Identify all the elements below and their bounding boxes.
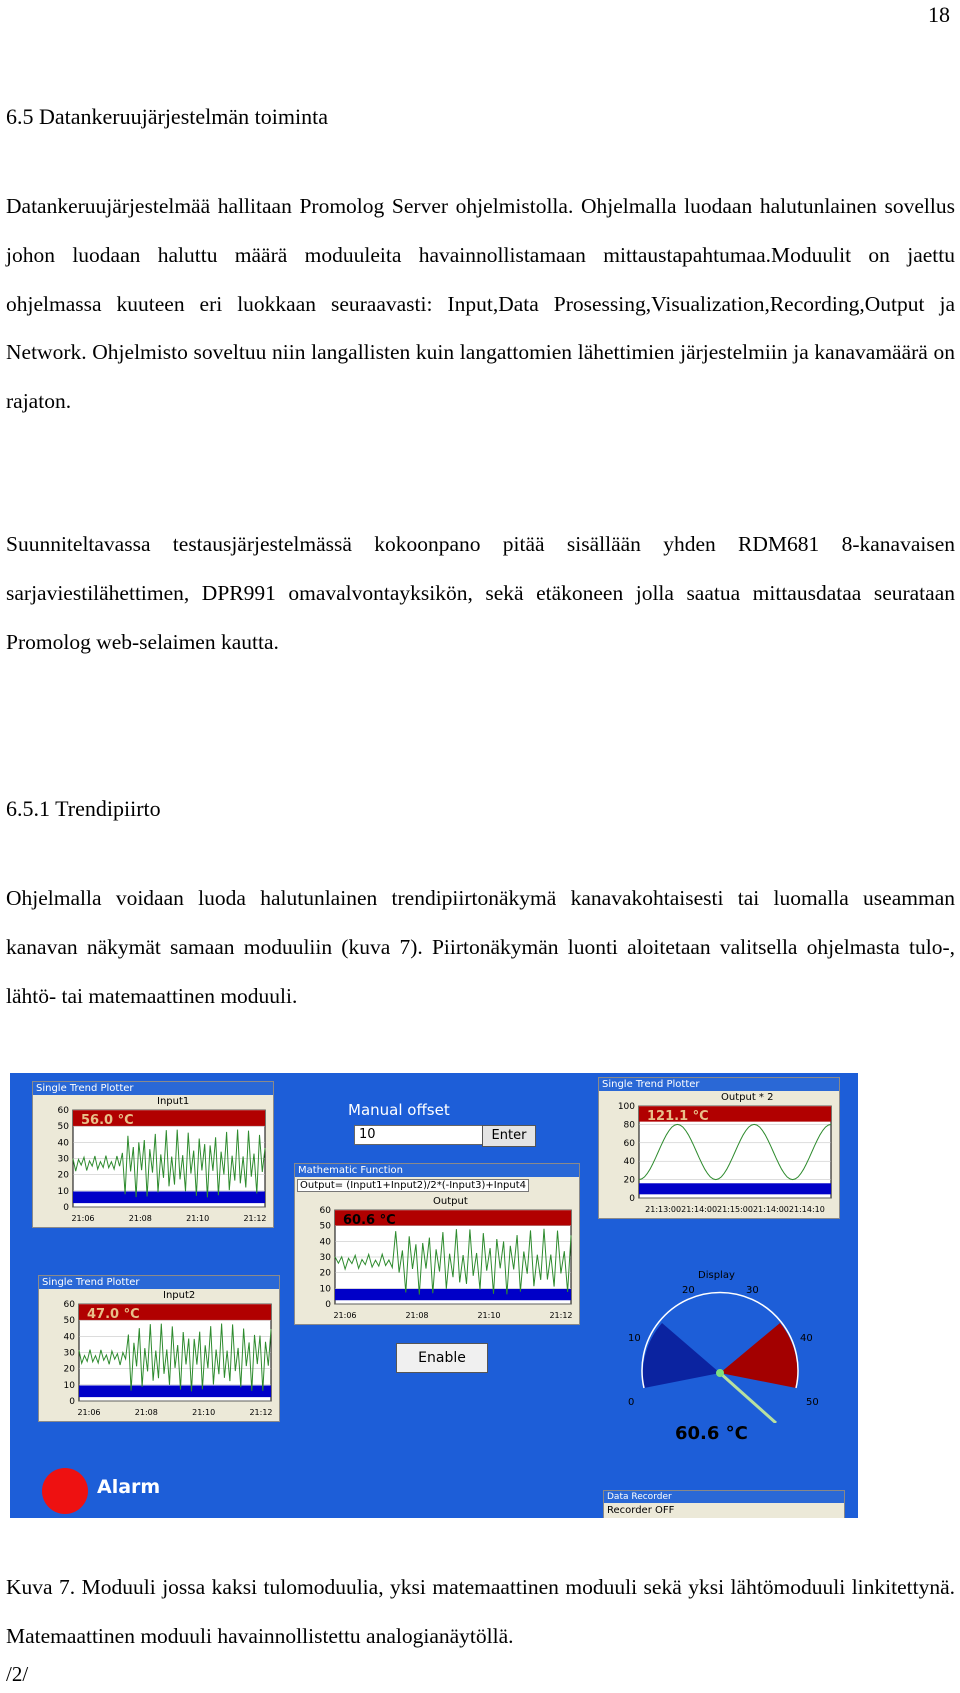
plot-y-tick-label: 20 <box>623 1175 635 1186</box>
gauge-value: 60.6 °C <box>675 1423 748 1444</box>
plot-y-tick-label: 50 <box>319 1221 331 1232</box>
plot-x-tick-label: 21:10 <box>477 1311 501 1320</box>
plot-y-tick-label: 20 <box>319 1268 331 1279</box>
alarm-indicator-icon <box>42 1468 88 1514</box>
manual-offset-label: Manual offset <box>348 1101 450 1119</box>
gauge-blue-sector <box>643 1323 720 1388</box>
plot-y-tick-label: 40 <box>623 1157 635 1168</box>
plot-y-tick-label: 40 <box>57 1138 69 1149</box>
page-number: 18 <box>928 2 950 27</box>
subsection-heading: 6.5.1 Trendipiirto <box>6 796 161 821</box>
manual-offset-input[interactable]: 10 <box>354 1125 490 1145</box>
enter-button[interactable]: Enter <box>482 1125 536 1147</box>
paragraph-2: Suunniteltavassa testausjärjestelmässä kokoonpano pitää sisällään yhden RDM681 8-kanavaisen sarjaviestilähettimen, DPR991 omavalvontayksikön, sekä etäkoneen jolla saatua mittausdataa seurataan Promolog web-selaimen kautta. <box>6 532 955 654</box>
gauge-red-sector <box>720 1323 798 1388</box>
plotter-channel-label: Input2 <box>163 1290 196 1301</box>
plot-x-tick-label: 21:10 <box>186 1214 210 1223</box>
plot-y-tick-label: 0 <box>63 1203 69 1213</box>
data-recorder-panel <box>603 1490 845 1518</box>
plot-y-tick-label: 40 <box>319 1237 331 1248</box>
plot-current-value: 56.0 °C <box>81 1113 134 1128</box>
paragraph-1: Datankeruujärjestelmää hallitaan Promolog Server ohjelmistolla. Ohjelmalla luodaan halutunlainen sovellus johon luodaan haluttu määrä moduuleita havainnollistamaan mittaustapahtumaa.Moduulit on jaettu ohjelmassa kuuteen eri luokkaan seuraavasti: Input,Data Prosessing,Visualization,Recording,Output ja Network. Ohjelmisto soveltuu niin langallisten kuin langattomien lähettimien järjestelmiin ja kanavamäärä on rajaton. <box>6 194 955 414</box>
plot-x-tick-label: 21:08 <box>405 1311 429 1320</box>
plot-alarm-low-band <box>79 1385 271 1397</box>
math-formula: Output= (Input1+Input2)/2*(-Input3)+Input4 <box>297 1179 529 1192</box>
recorder-status: Recorder OFF <box>607 1505 675 1516</box>
trend-plotter-input2 <box>38 1275 280 1422</box>
trend-plotter-input1 <box>32 1081 274 1228</box>
gauge-hub <box>716 1369 724 1377</box>
plot-x-tick-label: 21:06 <box>77 1408 101 1417</box>
trend-plotter-output <box>598 1077 840 1219</box>
gauge-tick-label: 40 <box>800 1333 813 1344</box>
trend-plot-3 <box>599 1102 839 1218</box>
math-channel-label: Output <box>433 1196 468 1207</box>
plotter-title: Single Trend Plotter <box>599 1078 839 1091</box>
plot-y-tick-label: 10 <box>319 1284 331 1295</box>
enable-button[interactable]: Enable <box>396 1343 488 1373</box>
analog-gauge <box>610 1283 830 1423</box>
trend-plot-2 <box>39 1300 279 1421</box>
mathematic-function-panel <box>294 1163 580 1325</box>
plotter-channel-label: Input1 <box>157 1096 190 1107</box>
promolog-screenshot-figure <box>10 1073 858 1518</box>
plot-y-tick-label: 50 <box>63 1316 75 1327</box>
plot-x-tick-label: 21:06 <box>333 1311 357 1320</box>
plotter-title: Single Trend Plotter <box>39 1276 279 1289</box>
plot-x-tick-label: 21:10 <box>192 1408 216 1417</box>
plot-y-tick-label: 20 <box>63 1364 75 1375</box>
plotter-channel-label: Output * 2 <box>721 1092 774 1103</box>
plot-y-tick-label: 20 <box>57 1170 69 1181</box>
plot-x-tick-label: 21:06 <box>71 1214 95 1223</box>
display-label: Display <box>698 1270 735 1281</box>
gauge-tick-label: 50 <box>806 1397 819 1408</box>
plot-y-tick-label: 30 <box>57 1154 69 1165</box>
plot-alarm-low-band <box>73 1191 265 1203</box>
plot-y-tick-label: 60 <box>57 1106 69 1116</box>
alarm-label: Alarm <box>97 1476 161 1498</box>
plot-y-tick-label: 10 <box>57 1186 69 1197</box>
plot-y-tick-label: 60 <box>63 1300 75 1310</box>
plot-current-value: 121.1 °C <box>647 1109 709 1124</box>
plot-current-value: 60.6 °C <box>343 1213 396 1228</box>
plot-y-tick-label: 80 <box>623 1120 635 1131</box>
plot-y-tick-label: 0 <box>325 1300 331 1310</box>
plot-y-tick-label: 30 <box>319 1253 331 1263</box>
gauge-tick-label: 30 <box>746 1285 759 1296</box>
plot-x-tick-label: 21:12 <box>249 1408 273 1417</box>
plot-y-tick-label: 60 <box>319 1206 331 1216</box>
plotter-title: Single Trend Plotter <box>33 1082 273 1095</box>
figure-caption: Kuva 7. Moduuli jossa kaksi tulomoduulia, yksi matemaattinen moduuli sekä yksi lähtömoduuli linkitettynä. Matemaattinen moduuli havainnollistettu analogianäytöllä. <box>6 1575 955 1648</box>
gauge-tick-label: 10 <box>628 1333 641 1344</box>
plot-x-tick-label: 21:08 <box>134 1408 158 1417</box>
trend-plot-math <box>295 1206 579 1324</box>
plot-y-tick-label: 10 <box>63 1380 75 1391</box>
plot-y-tick-label: 0 <box>629 1194 635 1204</box>
plot-y-tick-label: 0 <box>69 1397 75 1407</box>
plot-x-tick-label: 21:08 <box>128 1214 152 1223</box>
plot-y-tick-label: 100 <box>617 1102 635 1112</box>
reference: /2/ <box>6 1662 29 1686</box>
plot-x-tick-label: 21:12 <box>243 1214 267 1223</box>
plot-y-tick-label: 60 <box>623 1138 635 1149</box>
plot-y-tick-label: 40 <box>63 1332 75 1343</box>
gauge-tick-label: 20 <box>682 1285 695 1296</box>
plot-x-tick-label: 21:13:0021:14:0021:15:0021:14:0021:14:10 <box>645 1205 825 1214</box>
trend-plot-1 <box>33 1106 273 1227</box>
plot-alarm-low-band <box>639 1183 831 1194</box>
paragraph-3: Ohjelmalla voidaan luoda halutunlainen trendipiirtonäkymä kanavakohtaisesti tai luomalla useamman kanavan näkymät samaan moduuliin (kuva 7). Piirtonäkymän luonti aloitetaan valitsella ohjelmasta tulo-, lähtö- tai matemaattinen moduuli. <box>6 886 955 1008</box>
plot-y-tick-label: 50 <box>57 1122 69 1133</box>
math-panel-title: Mathematic Function <box>295 1164 579 1177</box>
recorder-title: Data Recorder <box>604 1491 844 1503</box>
section-heading: 6.5 Datankeruujärjestelmän toiminta <box>6 104 328 129</box>
plot-y-tick-label: 30 <box>63 1348 75 1359</box>
plot-current-value: 47.0 °C <box>87 1307 140 1322</box>
plot-alarm-low-band <box>335 1289 571 1300</box>
plot-x-tick-label: 21:12 <box>549 1311 573 1320</box>
gauge-tick-label: 0 <box>628 1397 635 1408</box>
